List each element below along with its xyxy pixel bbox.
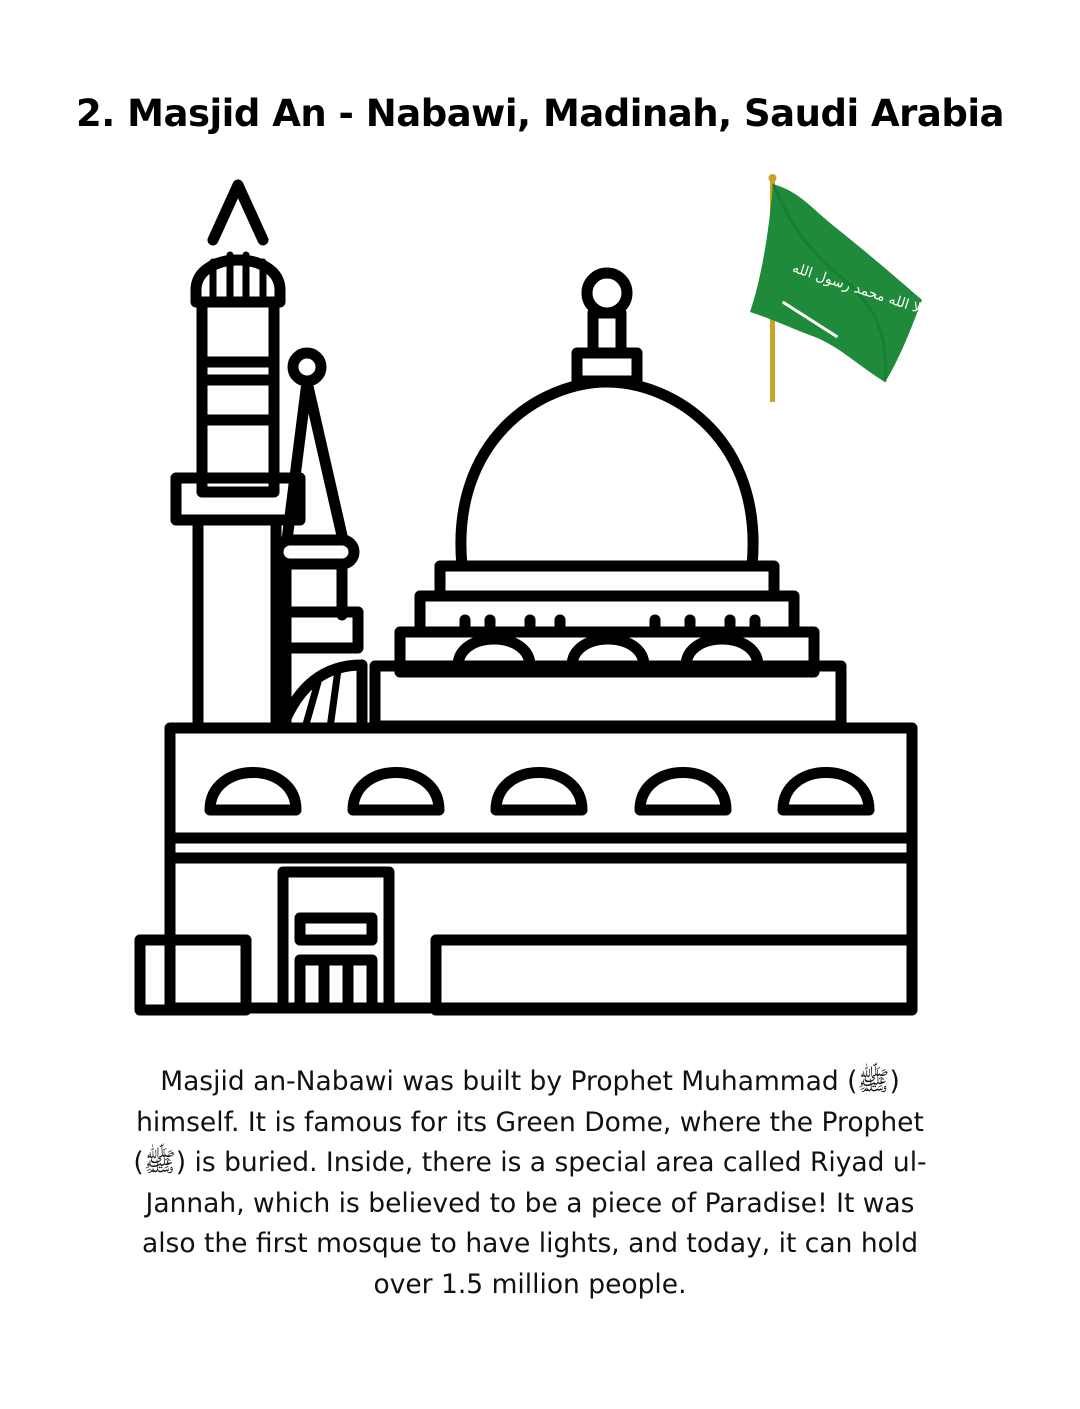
mosque-illustration	[0, 160, 1080, 1040]
flag-script: لا إله إلا الله محمد رسول الله	[790, 260, 958, 329]
description-line: (ﷺ) is buried. Inside, there is a special area called Riyad ul-	[133, 1147, 927, 1178]
dome	[375, 273, 841, 726]
description-line: himself. It is famous for its Green Dome, where the Prophet	[136, 1106, 924, 1138]
main-building	[140, 728, 912, 1010]
description-text	[90, 1062, 970, 1305]
description-line: also the first mosque to have lights, and today, it can hold	[141, 1228, 919, 1259]
second-minaret	[278, 353, 362, 728]
page-title: 2. Masjid An - Nabawi, Madinah, Saudi Arabia	[75, 92, 1005, 135]
description-line: Jannah, which is believed to be a piece of Paradise! It was	[145, 1187, 915, 1219]
description-line: over 1.5 million people.	[373, 1268, 687, 1300]
description-line: Masjid an-Nabawi was built by Prophet Muhammad (ﷺ)	[160, 1066, 900, 1097]
